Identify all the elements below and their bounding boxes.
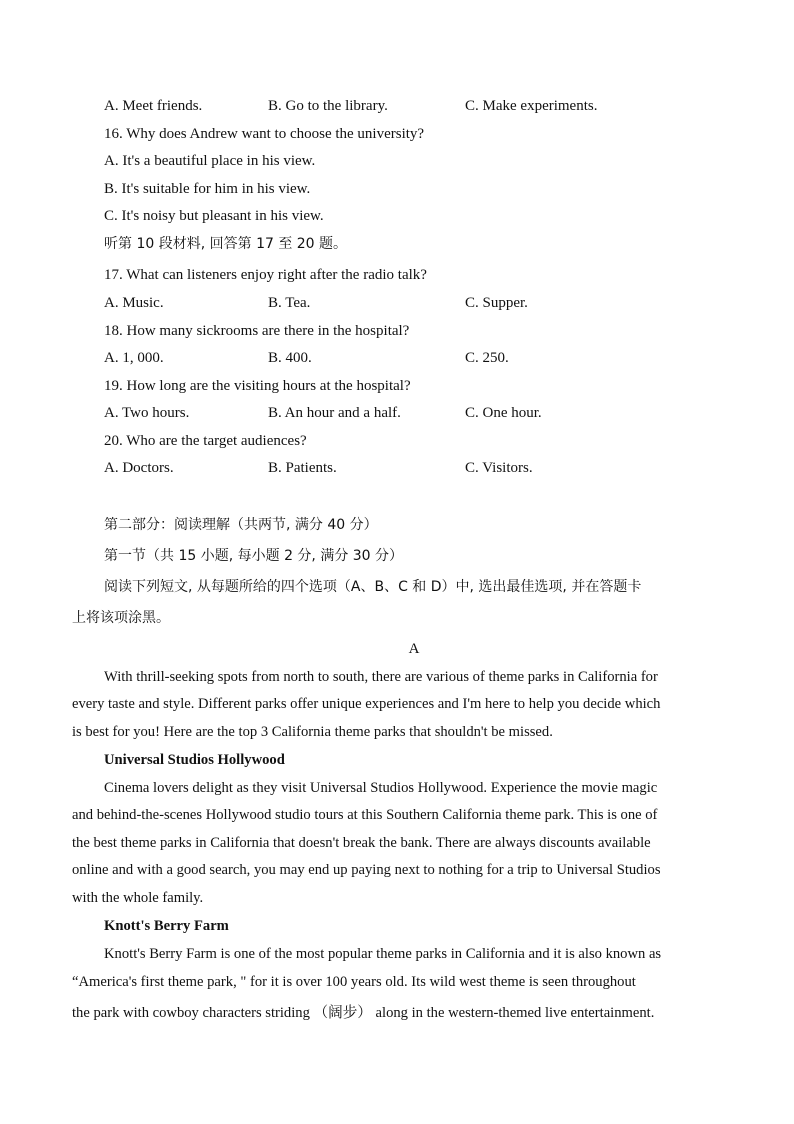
q20-option-a: A. Doctors.: [104, 460, 174, 476]
q17-option-b: B. Tea.: [268, 295, 311, 311]
section-10-instruction: 听第 10 段材料, 回答第 17 至 20 题。: [104, 236, 348, 252]
q15-option-b: B. Go to the library.: [268, 98, 388, 114]
reading-part-title: 第二部分：阅读理解（共两节, 满分 40 分）: [104, 517, 378, 533]
q17-option-a: A. Music.: [104, 295, 164, 311]
q20-option-b: B. Patients.: [268, 460, 337, 476]
q19-option-b: B. An hour and a half.: [268, 405, 401, 421]
reading-section-title: 第一节（共 15 小题, 每小题 2 分, 满分 30 分）: [104, 548, 404, 564]
q19-option-a: A. Two hours.: [104, 405, 190, 421]
park-1-line: with the whole family.: [72, 890, 204, 906]
q16-question: 16. Why does Andrew want to choose the university?: [104, 126, 425, 142]
q16-option-b: B. It's suitable for him in his view.: [104, 181, 311, 197]
q18-question: 18. How many sickrooms are there in the hospital?: [104, 323, 410, 339]
q19-option-c: C. One hour.: [465, 405, 542, 421]
park-2-heading: Knott's Berry Farm: [104, 918, 229, 934]
q17-option-c: C. Supper.: [465, 295, 528, 311]
reading-instruction-line-2: 上将该项涂黑。: [72, 610, 170, 626]
q18-option-b: B. 400.: [268, 350, 312, 366]
reading-instruction-line-1: 阅读下列短文, 从每题所给的四个选项（A、B、C 和 D）中, 选出最佳选项, 并在答题卡: [104, 579, 642, 595]
park-1-line: online and with a good search, you may end up paying next to nothing for a trip to Universal Studios: [72, 862, 661, 878]
q18-option-a: A. 1, 000.: [104, 350, 164, 366]
q18-option-c: C. 250.: [465, 350, 509, 366]
park-2-line: “America's first theme park, " for it is over 100 years old. Its wild west theme is seen throughout: [72, 974, 636, 990]
park-2-line: the park with cowboy characters striding （阔步） along in the western-themed live entertainment.: [72, 1005, 655, 1021]
q16-option-a: A. It's a beautiful place in his view.: [104, 153, 316, 169]
intro-line: is best for you! Here are the top 3 California theme parks that shouldn't be missed.: [72, 724, 553, 740]
intro-line: With thrill-seeking spots from north to south, there are various of theme parks in California for: [104, 669, 658, 685]
park-1-line: Cinema lovers delight as they visit Universal Studios Hollywood. Experience the movie magic: [104, 780, 658, 796]
q15-option-c: C. Make experiments.: [465, 98, 598, 114]
q19-question: 19. How long are the visiting hours at the hospital?: [104, 378, 411, 394]
q20-option-c: C. Visitors.: [465, 460, 533, 476]
park-1-line: the best theme parks in California that doesn't break the bank. There are always discounts available: [72, 835, 651, 851]
q15-option-a: A. Meet friends.: [104, 98, 203, 114]
q17-question: 17. What can listeners enjoy right after the radio talk?: [104, 267, 427, 283]
passage-letter: A: [408, 641, 420, 657]
q20-question: 20. Who are the target audiences?: [104, 433, 307, 449]
park-1-line: and behind-the-scenes Hollywood studio tours at this Southern California theme park. This is one of: [72, 807, 658, 823]
q16-option-c: C. It's noisy but pleasant in his view.: [104, 208, 324, 224]
park-2-line: Knott's Berry Farm is one of the most popular theme parks in California and it is also known as: [104, 946, 662, 962]
intro-line: every taste and style. Different parks offer unique experiences and I'm here to help you decide which: [72, 696, 661, 712]
park-1-heading: Universal Studios Hollywood: [104, 752, 285, 768]
